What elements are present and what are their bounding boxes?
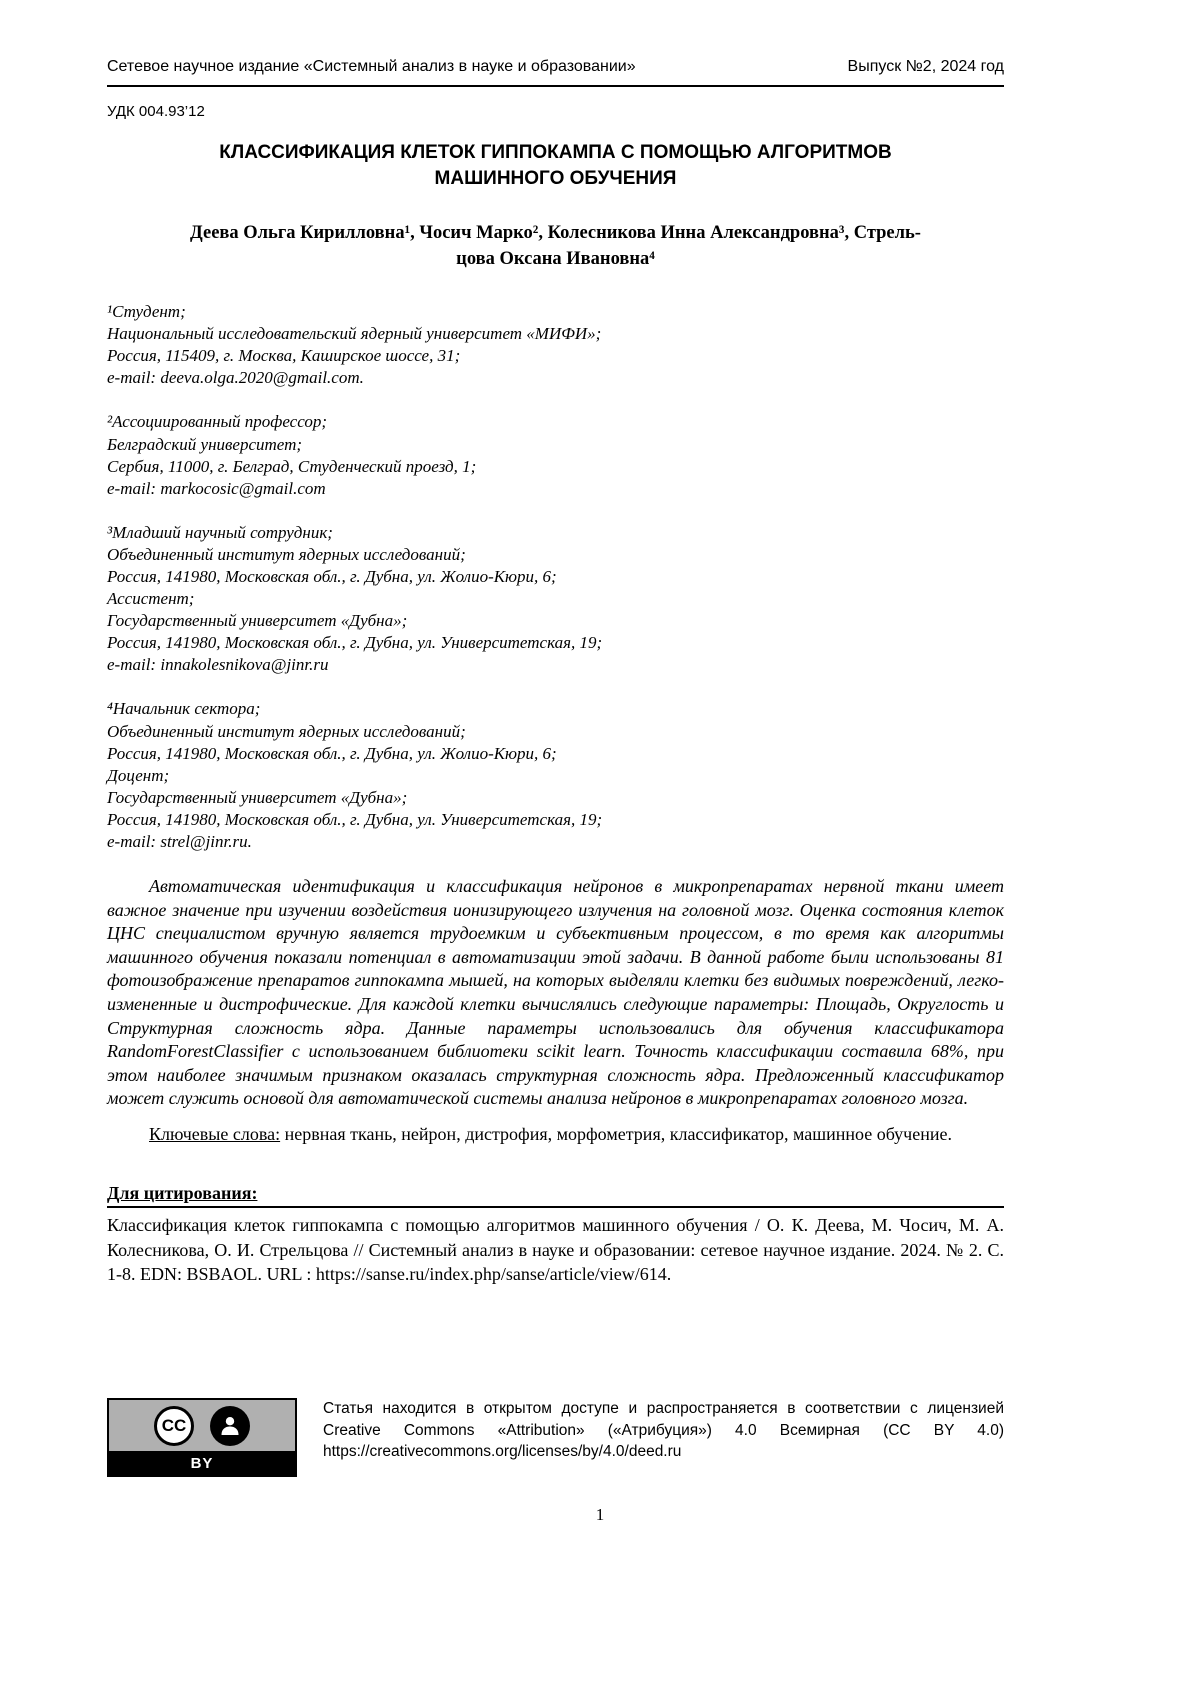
license-text: Статья находится в открытом доступе и распространяется в соответствии с лицензией Creative Commons «Attribution» («Атрибуция») 4.0 Всемирная (CC BY 4.0) https://creativecommons.org/licenses/by/4.0/deed.ru	[323, 1400, 1004, 1461]
page-content	[107, 0, 1004, 1287]
affiliation-line: Россия, 141980, Московская обл., г. Дубна, ул. Университетская, 19;	[107, 633, 603, 653]
affiliation-line: Объединенный институт ядерных исследований;	[107, 721, 466, 741]
keywords-label: Ключевые слова:	[149, 1123, 281, 1144]
affiliation-group-3	[107, 522, 1004, 677]
affiliation-line: Россия, 141980, Московская обл., г. Дубна, ул. Жолио-Кюри, 6;	[107, 743, 557, 763]
citation-text: Классификация клеток гиппокампа с помощью алгоритмов машинного обучения / О. К. Деева, М. Чосич, М. А. Колесникова, О. И. Стрельцова // Системный анализ в науке и образовании: сетевое научное издание. 2024. № 2. С. 1-8. EDN: BSBAOL. URL : https://sanse.ru/index.php/sanse/article/view/614.	[107, 1214, 1004, 1285]
affiliation-group-1	[107, 301, 1004, 389]
affiliation-line: Белградский университет;	[107, 434, 303, 454]
affiliation-line: Объединенный институт ядерных исследований;	[107, 544, 466, 564]
affiliation-email: e-mail: deeva.olga.2020@gmail.com.	[107, 368, 364, 388]
abstract-paragraph: Автоматическая идентификация и классификация нейронов в микропрепаратах нервной ткани имеет важное значение при изучении воздействия ионизирующего излучения на головной мозг. Оценка состояния клеток ЦНС специалистом вручную является трудоемким и субъективным процессом, в то время как алгоритмы машинного обучения показали потенциал в автоматизации этой задачи. В данной работе были использованы 81 фотоизображение препаратов гиппокампа мышей, на которых выделяли клетки без видимых повреждений, легко-измененные и дистрофические. Для каждой клетки вычислялись следующие параметры: Площадь, Округлость и Структурная сложность ядра. Данные параметры использовались для обучения классификатора RandomForestClassifier с использованием библиотеки scikit learn. Точность классификации составила 68%, при этом наиболее значимым признаком оказалась структурная сложность ядра. Предложенный классификатор может служить основой для автоматической системы анализа нейронов в микропрепаратах головного мозга.	[107, 876, 1004, 1109]
article-title: КЛАССИФИКАЦИЯ КЛЕТОК ГИППОКАМПА С ПОМОЩЬЮ АЛГОРИТМОВ МАШИННОГО ОБУЧЕНИЯ	[219, 142, 892, 189]
page-number: 1	[595, 1505, 605, 1524]
affiliation-group-4	[107, 698, 1004, 853]
affiliation-line: Ассистент;	[107, 589, 195, 609]
affiliation-line: Россия, 141980, Московская обл., г. Дубна, ул. Жолио-Кюри, 6;	[107, 567, 557, 586]
cc-icon-label: CC	[161, 1415, 187, 1435]
affiliation-group-2	[107, 411, 1004, 499]
journal-header	[107, 0, 1004, 76]
affiliations-block	[107, 301, 1004, 853]
issue-label: Выпуск №2, 2024 год	[847, 58, 1004, 75]
affiliation-email: e-mail: markocosic@gmail.com	[107, 478, 326, 498]
affiliation-email: e-mail: strel@jinr.ru.	[107, 832, 252, 852]
keywords-paragraph	[107, 1123, 1004, 1147]
keywords-text: нервная ткань, нейрон, дистрофия, морфометрия, классификатор, машинное обучение.	[284, 1123, 952, 1144]
citation-heading	[107, 1183, 1004, 1208]
affiliation-line: ¹Студент;	[107, 302, 186, 322]
affiliation-line: Россия, 141980, Московская обл., г. Дубна, ул. Университетская, 19;	[107, 809, 603, 829]
affiliation-line: ³Младший научный сотрудник;	[107, 522, 333, 542]
authors-block	[107, 221, 1004, 273]
authors-line: Деева Ольга Кирилловна¹, Чосич Марко², Колесникова Инна Александровна³, Стрель-	[190, 223, 921, 244]
authors-line: цова Оксана Ивановна⁴	[456, 249, 655, 270]
affiliation-line: Сербия, 11000, г. Белград, Студенческий проезд, 1;	[107, 456, 477, 476]
cc-by-badge	[107, 1398, 297, 1477]
affiliation-email: e-mail: innakolesnikova@jinr.ru	[107, 655, 329, 675]
udc-label: УДК 004.93’12	[107, 103, 205, 120]
journal-name: Сетевое научное издание «Системный анализ в науке и образовании»	[107, 58, 636, 75]
header-rule	[107, 85, 1004, 87]
affiliation-line: Россия, 115409, г. Москва, Каширское шоссе, 31;	[107, 346, 461, 366]
citation-label: Для цитирования:	[107, 1182, 258, 1203]
person-icon	[210, 1406, 250, 1446]
license-footer	[107, 1398, 1004, 1477]
cc-icon	[154, 1406, 194, 1446]
affiliation-line: Доцент;	[107, 765, 170, 785]
affiliation-line: ²Ассоциированный профессор;	[107, 412, 328, 432]
affiliation-line: Национальный исследовательский ядерный университет «МИФИ»;	[107, 324, 602, 344]
affiliation-line: Государственный университет «Дубна»;	[107, 787, 408, 807]
affiliation-line: ⁴Начальник сектора;	[107, 699, 261, 719]
cc-badge-icons	[109, 1400, 295, 1451]
affiliation-line: Государственный университет «Дубна»;	[107, 611, 408, 631]
by-label: BY	[109, 1451, 295, 1475]
